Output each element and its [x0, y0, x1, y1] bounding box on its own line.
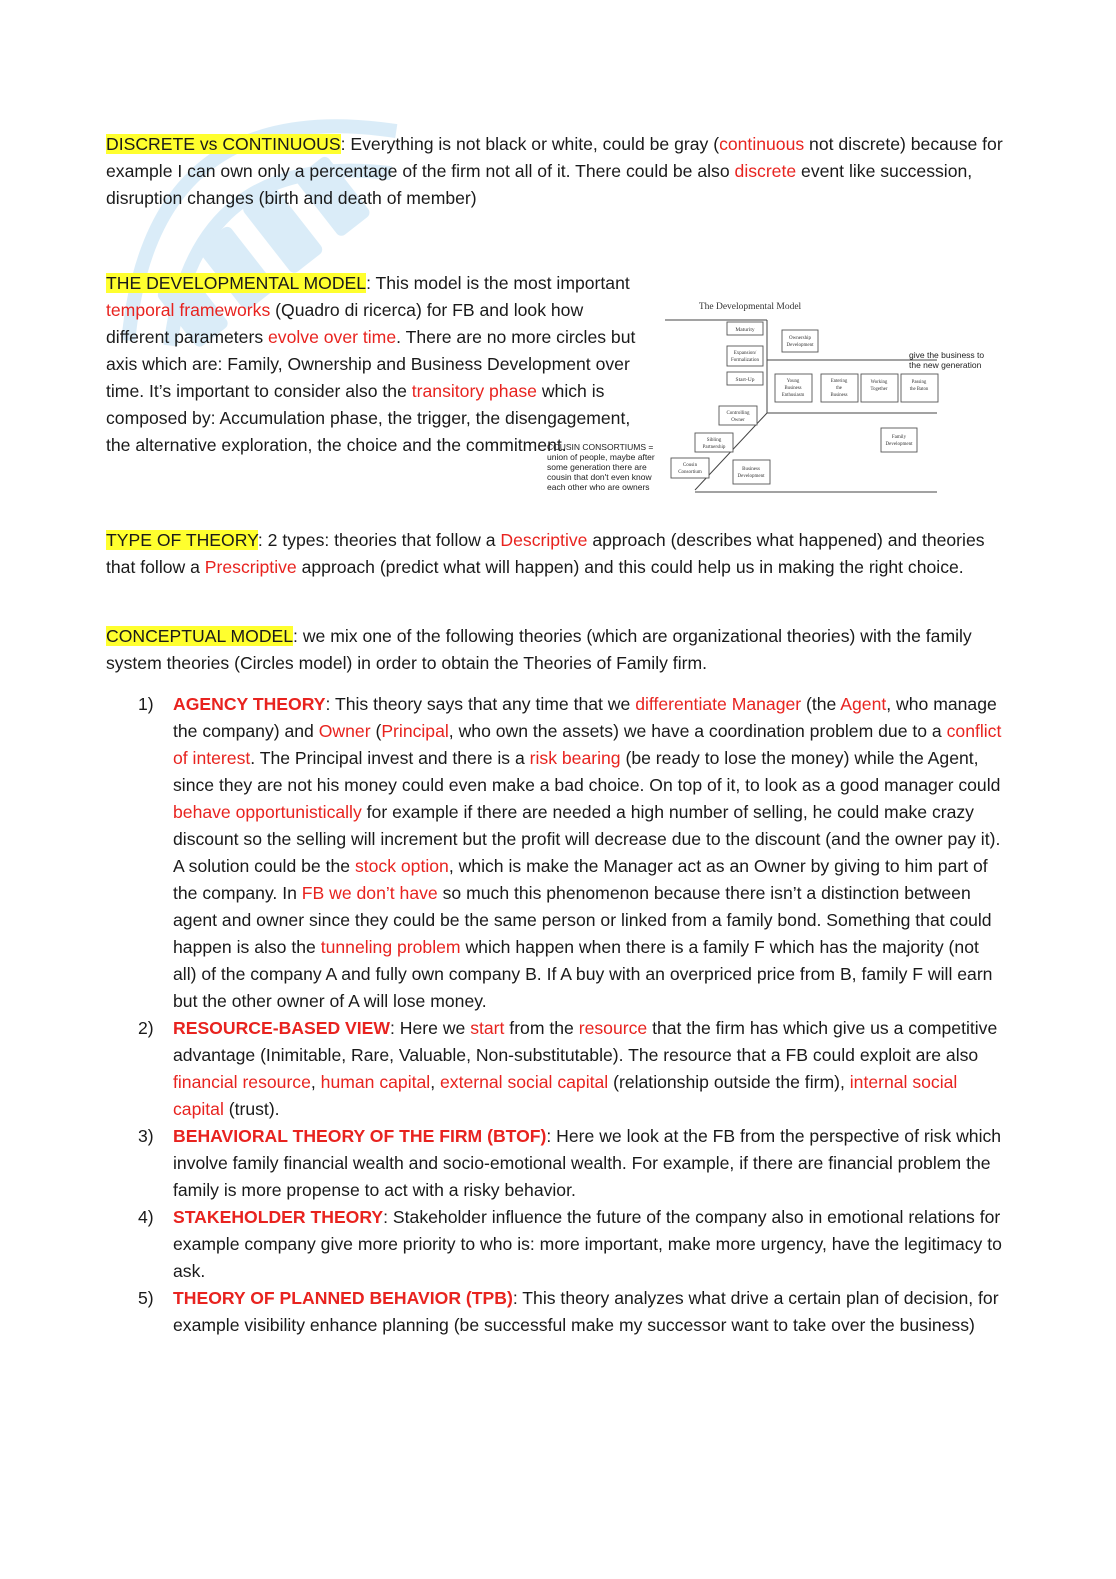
box-label: Partnership — [702, 445, 726, 450]
keyword: differentiate Manager — [635, 694, 802, 714]
box-label: Together — [870, 387, 888, 392]
text: , who own the assets) we have a coordination problem due to a — [448, 721, 947, 741]
text: for example if there are needed a high number of selling, he could make crazy discount so the selling will increment but the profit will decrease due to the discount (and the owner pay it). A solution could be the — [173, 802, 1001, 876]
list-number: 3) — [138, 1126, 154, 1146]
heading-developmental-model: THE DEVELOPMENTAL MODEL — [106, 273, 367, 293]
annotation-left: cousin that don't even know — [547, 472, 652, 482]
text: : Stakeholder influence the future of the company also in emotional relations for example company give more priority to who is: more important, make more urgency, have the legitimacy to ask. — [173, 1207, 1002, 1281]
text: : we mix one of the following theories (which are organizational theories) with the family system theories (Circles model) in order to obtain the Theories of Family firm. — [106, 626, 972, 673]
text: : This theory analyzes what drive a certain plan of decision, for example visibility enhance planning (be successful make my successor want to take over the business) — [173, 1288, 999, 1335]
box-label: Maturity — [735, 327, 755, 333]
keyword: internal social capital — [173, 1072, 958, 1119]
text: that the firm has which give us a competitive advantage (Inimitable, Rare, Valuable, Non-substitutable). The resource that a FB could exploit are also — [173, 1018, 998, 1065]
theory-title: RESOURCE-BASED VIEW — [173, 1018, 391, 1038]
keyword: tunneling problem — [320, 937, 461, 957]
box-label: Business — [830, 393, 848, 398]
text: ( — [370, 721, 382, 741]
text: , who manage the company) and — [173, 694, 997, 741]
text: approach (predict what will happen) and this could help us in making the right choice. — [296, 557, 964, 577]
keyword: Owner — [318, 721, 371, 741]
box-label: Family — [891, 435, 907, 440]
theory-title: BEHAVIORAL THEORY OF THE FIRM (BTOF) — [173, 1126, 547, 1146]
box-label: Working — [870, 380, 888, 385]
text: : Everything is not black or white, could be gray ( — [340, 134, 720, 154]
box-label: Young — [786, 379, 800, 384]
box-label: Passing — [911, 380, 927, 385]
keyword: temporal frameworks — [106, 300, 271, 320]
diagram-title: The Developmental Model — [698, 302, 802, 312]
text: . The Principal invest and there is a — [250, 748, 530, 768]
list-item-planned-behavior — [106, 1285, 1006, 1339]
box-label: Ownership — [789, 336, 811, 341]
text: which happen when there is a family F which has the majority (not all) of the company A and fully own company B. If A buy with an overpriced price from B, family F will earn but the other owner of A will lose money. — [173, 937, 993, 1011]
list-item-behavioral-theory — [106, 1123, 1006, 1204]
keyword: discrete — [734, 161, 797, 181]
text: event like succession, disruption changes (birth and death of member) — [106, 161, 973, 208]
keyword: stock option — [354, 856, 449, 876]
text: (the — [801, 694, 841, 714]
list-number: 4) — [138, 1207, 154, 1227]
box-label: Controlling — [726, 411, 750, 416]
list-item-stakeholder-theory — [106, 1204, 1006, 1285]
text: not discrete) because for example I can own only a percentage of the firm not all of it. There could be also — [106, 134, 1003, 181]
paragraph-discrete-continuous — [106, 131, 1006, 212]
box-label: Owner — [731, 418, 745, 423]
heading-type-of-theory: TYPE OF THEORY — [106, 530, 258, 550]
keyword: financial resource — [173, 1072, 311, 1092]
text: (trust). — [223, 1099, 280, 1119]
box-label: Consortium — [678, 470, 702, 475]
box-label: Business — [784, 386, 802, 391]
box-label: Entering — [830, 379, 848, 384]
text: : Here we look at the FB from the perspective of risk which involve family financial wealth and socio-emotional wealth. For example, if there are financial problem the family is more propense to act with a risky behavior. — [173, 1126, 1002, 1200]
annotation-left: each other who are owners — [547, 482, 650, 492]
annotation-left: COUSIN CONSORTIUMS = — [547, 442, 654, 452]
box-label: Expansion/ — [733, 351, 757, 356]
annotation-left: union of people, maybe after — [547, 452, 655, 462]
box-label: the — [836, 386, 842, 391]
annotation-right: give the business to — [909, 350, 985, 360]
text: . There are no more circles but axis which are: Family, Ownership and Business Development over time. It’s important to consider also the — [106, 327, 636, 401]
keyword: Descriptive — [500, 530, 588, 550]
text: (Quadro di ricerca) for FB and look how different parameters — [106, 300, 584, 347]
box-label: Start-Up — [735, 377, 755, 383]
box-ownership-development — [782, 330, 818, 352]
text: : This model is the most important — [366, 273, 630, 293]
keyword: start — [470, 1018, 505, 1038]
box-label: Development — [737, 474, 765, 479]
keyword: resource — [578, 1018, 648, 1038]
text: so much this phenomenon because there isn’t a distinction between agent and owner since they could be the same person or linked from a family bond. Something that could happen is also the — [173, 883, 992, 957]
box-label: Development — [885, 442, 913, 447]
text: (be ready to lose the money) while the Agent, since they are not his money could even make a bad choice. On top of it, to look as a good manager could — [173, 748, 1001, 795]
box-label: Business — [742, 467, 760, 472]
keyword: transitory phase — [411, 381, 537, 401]
theory-title: STAKEHOLDER THEORY — [173, 1207, 384, 1227]
keyword: Principal — [381, 721, 449, 741]
keyword: FB we don’t have — [301, 883, 438, 903]
box-label: Sibling — [706, 438, 722, 443]
heading-discrete-continuous: DISCRETE vs CONTINUOUS — [106, 134, 341, 154]
keyword: evolve over time — [268, 327, 397, 347]
keyword: behave opportunistically — [173, 802, 362, 822]
paragraph-type-of-theory — [106, 527, 1006, 581]
keyword: external social capital — [440, 1072, 609, 1092]
keyword: continuous — [719, 134, 805, 154]
text: : 2 types: theories that follow a — [257, 530, 501, 550]
text: approach (describes what happened) and theories that follow a — [106, 530, 985, 577]
box-cousin-consortium — [671, 458, 709, 478]
annotation-left: some generation there are — [547, 462, 647, 472]
box-label: Formalization — [730, 358, 760, 363]
text: (relationship outside the firm), — [608, 1072, 850, 1092]
box-label: Enthusiasm — [781, 393, 805, 398]
theory-title: AGENCY THEORY — [173, 694, 326, 714]
text: : Here we — [390, 1018, 471, 1038]
text: which is composed by: Accumulation phase, the trigger, the disengagement, the alternative exploration, the choice and the commitment. — [106, 381, 631, 455]
developmental-model-diagram — [545, 298, 995, 498]
box-family-development — [881, 428, 917, 452]
text: , — [310, 1072, 321, 1092]
list-item-resource-based-view — [106, 1015, 1006, 1123]
keyword: Agent — [840, 694, 887, 714]
text: : This theory says that any time that we — [325, 694, 636, 714]
keyword: Prescriptive — [204, 557, 297, 577]
list-number: 1) — [138, 694, 154, 714]
box-expansion — [727, 346, 763, 366]
text: , which is make the Manager act as an Owner by giving to him part of the company. In — [173, 856, 988, 903]
text: from the — [504, 1018, 579, 1038]
box-business-development — [733, 460, 770, 484]
list-item-agency-theory — [106, 691, 1006, 1015]
box-label: Cousin — [682, 463, 698, 468]
text: , — [430, 1072, 440, 1092]
box-label: Development — [786, 343, 814, 348]
theories-list — [106, 691, 1006, 1339]
list-number: 5) — [138, 1288, 154, 1308]
heading-conceptual-model: CONCEPTUAL MODEL — [106, 626, 294, 646]
box-label: the Baton — [909, 387, 929, 392]
keyword: human capital — [320, 1072, 431, 1092]
theory-title: THEORY OF PLANNED BEHAVIOR (TPB) — [173, 1288, 513, 1308]
paragraph-conceptual-model — [106, 623, 1006, 677]
list-number: 2) — [138, 1018, 154, 1038]
keyword: risk bearing — [529, 748, 621, 768]
annotation-right: the new generation — [909, 360, 982, 370]
keyword: conflict of interest — [173, 721, 1002, 768]
